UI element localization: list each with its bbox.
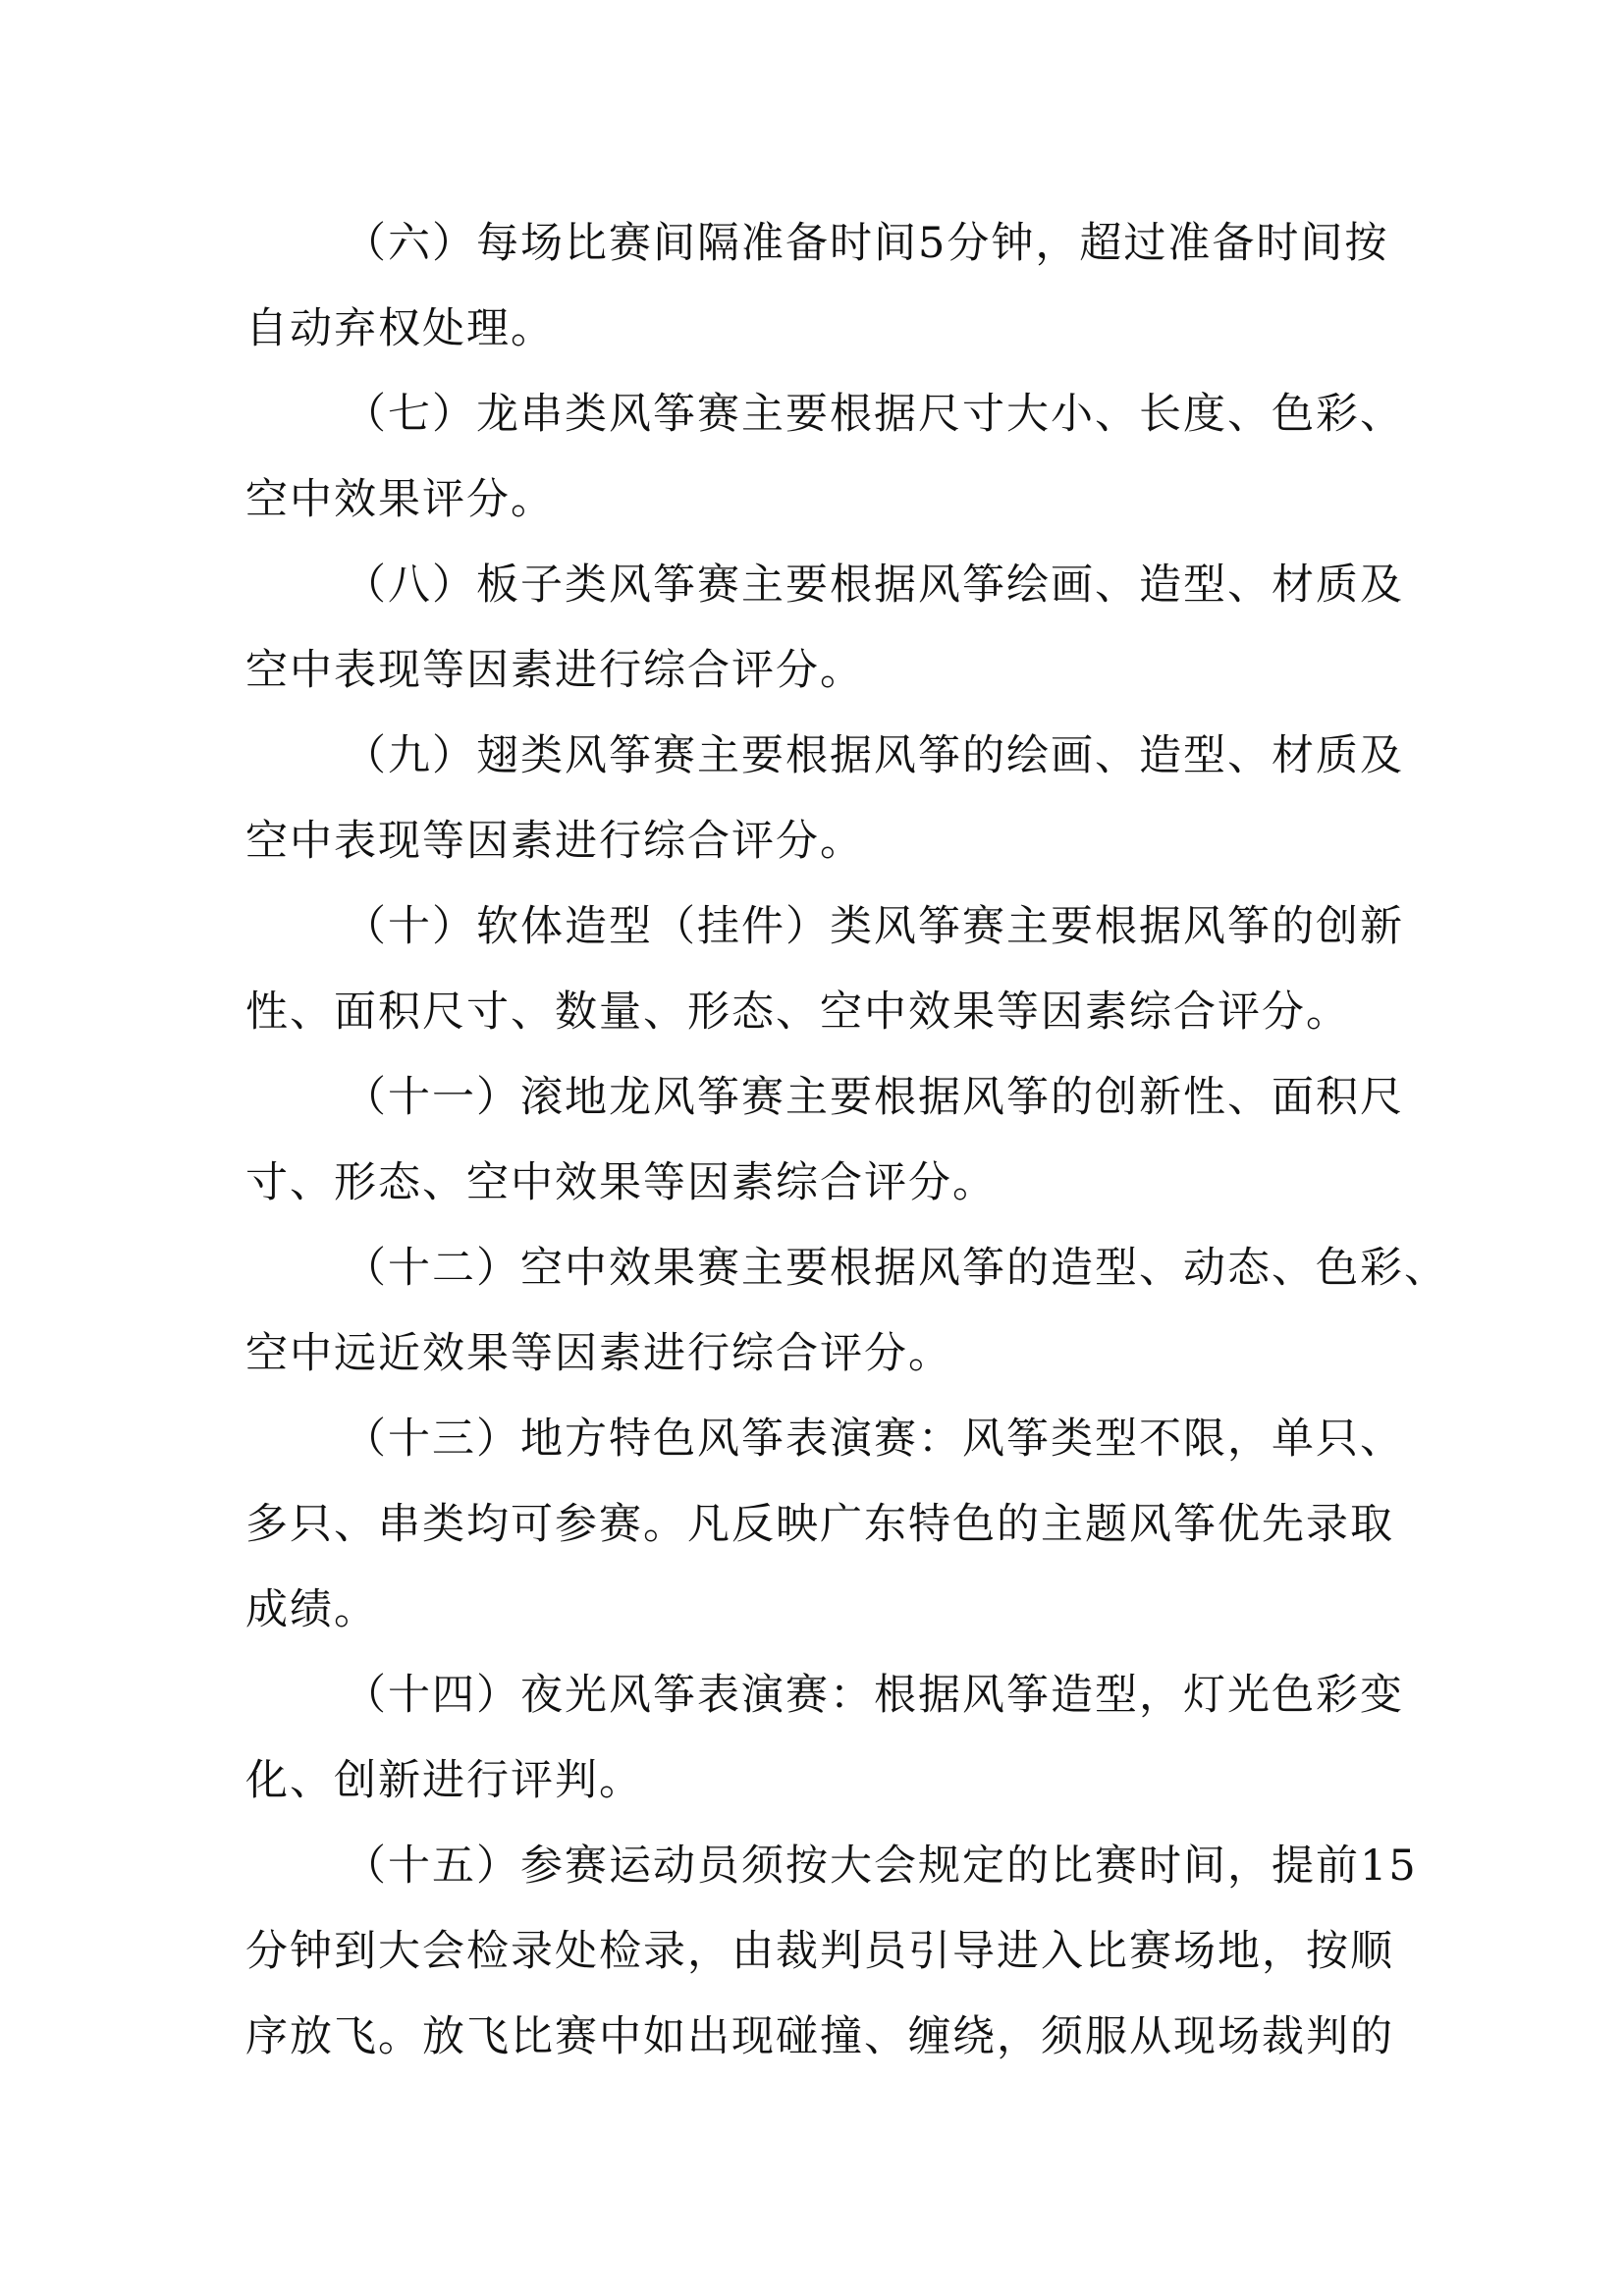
paragraph-13-line-1: （十三）地方特色风筝表演赛：风筝类型不限，单只、: [344, 1415, 1404, 1464]
paragraph-15-line-3: 序放飞。放飞比赛中如出现碰撞、缠绕，须服从现场裁判的: [245, 2012, 1394, 2061]
paragraph-11-line-2: 寸、形态、空中效果等因素综合评分。: [245, 1158, 997, 1207]
paragraph-12-line-1: （十二）空中效果赛主要根据风筝的造型、动态、色彩、: [344, 1244, 1448, 1293]
paragraph-15-line-1: （十五）参赛运动员须按大会规定的比赛时间，提前15: [344, 1842, 1418, 1891]
paragraph-15-line-2: 分钟到大会检录处检录，由裁判员引导进入比赛场地，按顺: [245, 1927, 1394, 1976]
paragraph-7-line-2: 空中效果评分。: [245, 475, 555, 524]
paragraph-6-line-2: 自动弃权处理。: [245, 304, 555, 353]
paragraph-8-line-1: （八）板子类风筝赛主要根据风筝绘画、造型、材质及: [344, 561, 1404, 610]
paragraph-9-line-1: （九）翅类风筝赛主要根据风筝的绘画、造型、材质及: [344, 731, 1404, 780]
document-body: [245, 201, 1448, 2080]
paragraph-10-line-2: 性、面积尺寸、数量、形态、空中效果等因素综合评分。: [245, 988, 1350, 1037]
paragraph-13-line-2: 多只、串类均可参赛。凡反映广东特色的主题风筝优先录取: [245, 1500, 1394, 1549]
paragraph-13-line-3: 成绩。: [245, 1585, 378, 1634]
paragraph-11-line-1: （十一）滚地龙风筝赛主要根据风筝的创新性、面积尺: [344, 1073, 1404, 1122]
paragraph-14-line-1: （十四）夜光风筝表演赛：根据风筝造型，灯光色彩变: [344, 1671, 1404, 1720]
paragraph-6-line-1: （六）每场比赛间隔准备时间5分钟，超过准备时间按: [344, 219, 1389, 268]
paragraph-9-line-2: 空中表现等因素进行综合评分。: [245, 817, 864, 866]
paragraph-12-line-2: 空中远近效果等因素进行综合评分。: [245, 1329, 952, 1378]
paragraph-10-line-1: （十）软体造型（挂件）类风筝赛主要根据风筝的创新: [344, 902, 1404, 951]
paragraph-7-line-1: （七）龙串类风筝赛主要根据尺寸大小、长度、色彩、: [344, 390, 1404, 439]
paragraph-8-line-2: 空中表现等因素进行综合评分。: [245, 646, 864, 695]
paragraph-14-line-2: 化、创新进行评判。: [245, 1756, 643, 1805]
